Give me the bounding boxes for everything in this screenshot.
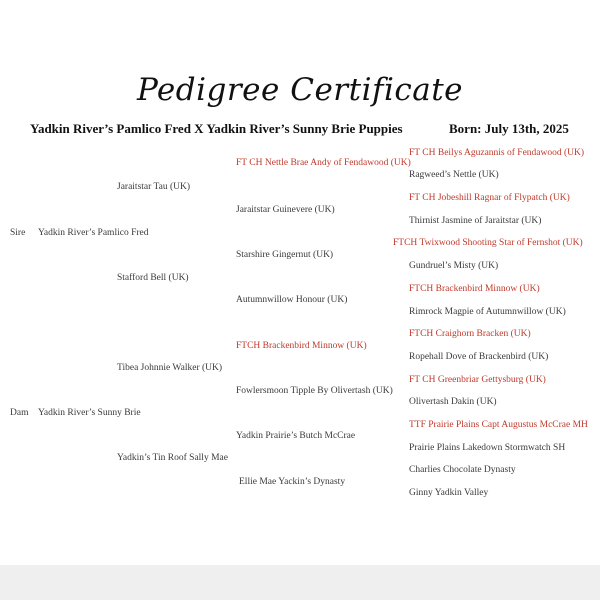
gen3-ancestor: Jaraitstar Guinevere (UK) [236, 205, 335, 215]
gen3-ancestor: Autumnwillow Honour (UK) [236, 295, 348, 305]
litter-heading: Yadkin River’s Pamlico Fred X Yadkin River’s Sunny Brie Puppies [30, 121, 403, 136]
gen4-ancestor: Rimrock Magpie of Autumnwillow (UK) [409, 307, 566, 317]
gen4-ancestor: Gundruel’s Misty (UK) [409, 261, 499, 271]
maternal-grandsire: Tibea Johnnie Walker (UK) [117, 363, 223, 373]
gen3-ancestor: Yadkin Prairie’s Butch McCrae [236, 431, 356, 441]
gen3-ancestor: Starshire Gingernut (UK) [236, 250, 334, 260]
sire-name: Yadkin River’s Pamlico Fred [38, 228, 149, 238]
gen4-ancestor: FT CH Jobeshill Ragnar of Flypatch (UK) [409, 193, 570, 203]
gen4-ancestor: Thirnist Jasmine of Jaraitstar (UK) [409, 216, 542, 226]
gen4-ancestor: Ragweed’s Nettle (UK) [409, 170, 499, 180]
footer-band [0, 565, 600, 600]
certificate-title: Pedigree Certificate [136, 72, 464, 108]
gen4-ancestor: Charlies Chocolate Dynasty [409, 465, 516, 475]
dam-label: Dam [10, 408, 29, 418]
gen4-ancestor: FTCH Brackenbird Minnow (UK) [409, 284, 540, 294]
gen3-ancestor: Fowlersmoon Tipple By Olivertash (UK) [236, 386, 393, 396]
gen3-ancestor: FTCH Brackenbird Minnow (UK) [236, 341, 367, 351]
gen4-ancestor: TTF Prairie Plains Capt Augustus McCrae MH [409, 420, 588, 430]
gen4-ancestor: FTCH Craighorn Bracken (UK) [409, 329, 531, 339]
gen3-ancestor: Ellie Mae Yackin’s Dynasty [239, 477, 346, 487]
gen4-ancestor: Ropehall Dove of Brackenbird (UK) [409, 352, 549, 362]
birth-date: Born: July 13th, 2025 [449, 121, 569, 136]
dam-name: Yadkin River’s Sunny Brie [38, 408, 141, 418]
gen4-ancestor: FT CH Greenbriar Gettysburg (UK) [409, 375, 546, 385]
gen4-ancestor: Ginny Yadkin Valley [409, 488, 489, 498]
sire-label: Sire [10, 228, 26, 238]
gen4-ancestor: FT CH Beilys Aguzannis of Fendawood (UK) [409, 148, 585, 158]
gen4-ancestor: FTCH Twixwood Shooting Star of Fernshot (UK) [393, 238, 583, 248]
paternal-granddam: Stafford Bell (UK) [117, 273, 189, 283]
maternal-granddam: Yadkin’s Tin Roof Sally Mae [117, 453, 228, 463]
gen3-ancestor: FT CH Nettle Brae Andy of Fendawood (UK) [236, 158, 411, 168]
gen4-ancestor: Olivertash Dakin (UK) [409, 397, 497, 407]
paternal-grandsire: Jaraitstar Tau (UK) [117, 182, 191, 192]
gen4-ancestor: Prairie Plains Lakedown Stormwatch SH [409, 443, 566, 453]
